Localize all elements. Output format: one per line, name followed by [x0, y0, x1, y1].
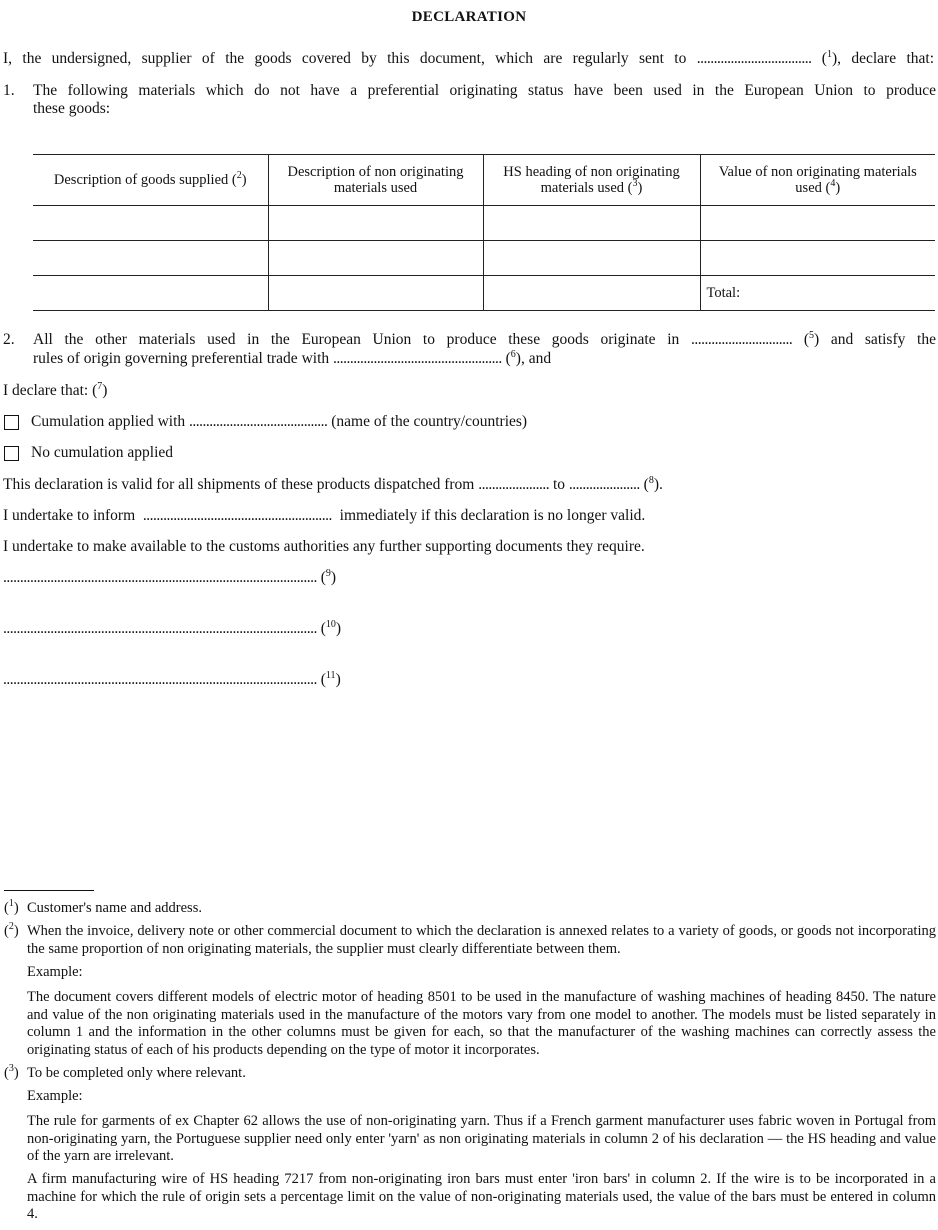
signature-line-place-date: ............................................................................................. ($^9$): [3, 568, 337, 586]
table-cell[interactable]: [33, 276, 268, 311]
footnote-divider: [4, 890, 94, 891]
footnote-ref-1[interactable]: 1: [826, 49, 832, 60]
preferential-trade-field[interactable]: ..................................................: [333, 350, 502, 367]
inform-party-field[interactable]: ........................................................: [142, 507, 332, 524]
no-cumulation-label: No cumulation applied: [31, 444, 174, 461]
signature-line-name-position: ............................................................................................. ($^{10}$): [3, 619, 342, 637]
footnote-ref-5[interactable]: 5: [809, 330, 815, 341]
table-cell[interactable]: [700, 206, 935, 241]
footnote-1-text: Customer's name and address.: [27, 900, 202, 916]
signature-field[interactable]: .............................................................................................: [3, 671, 317, 688]
place-date-field[interactable]: .............................................................................................: [3, 569, 317, 586]
table-row: [33, 241, 935, 276]
column-header-value: Value of non originating materials used ($^4$): [700, 155, 935, 206]
footnote-2-example: The document covers different models of electric motor of heading 8501 to be used in the manufacture of washing machines of heading 8450. The nature and value of the non originating materials used in the manufacture of the motors vary from one model to another. The models must be listed separately in column 1 and the information in the other columns must be given for each, so that the manufacturer of the washing machines can correctly assess the originating status of each of his products depending on the type of motor it incorporates.: [27, 989, 936, 1058]
footnote-ref-10[interactable]: 10: [325, 619, 336, 630]
item-2-line2: rules of origin governing preferential trade with .................................................. ($^6$), and: [33, 349, 552, 367]
table-cell[interactable]: [33, 241, 268, 276]
footnote-ref-9[interactable]: 9: [325, 568, 331, 579]
no-cumulation-checkbox[interactable]: [4, 446, 19, 461]
table-cell[interactable]: [268, 206, 483, 241]
declare-that-label: I declare that: ($^7$): [3, 381, 108, 399]
column-header-goods: Description of goods supplied ($^2$): [33, 155, 268, 206]
footnote-2-example-label: Example:: [27, 964, 83, 980]
table-cell[interactable]: [268, 241, 483, 276]
footnote-3-example-label: Example:: [27, 1088, 83, 1104]
intro-recipient-field[interactable]: ..................................: [696, 50, 812, 67]
signature-line-signature: ............................................................................................. ($^{11}$): [3, 670, 341, 688]
item-2-number: 2.: [3, 331, 15, 348]
footnote-2-text: When the invoice, delivery note or other commercial document to which the declaration is annexed relates to a variety of goods, or goods not incorporating the same proportion of non originating materials, the supplier must clearly differentiate between them.: [27, 923, 936, 957]
footnote-3-example-2: A firm manufacturing wire of HS heading 7217 from non-originating iron bars must enter 'iron bars' in column 2. If the wire is to be incorporated in a machine for which the rule of origin sets a percentage limit on the value of non-originating materials used, the value of the bars must be entered in column 4.: [27, 1171, 936, 1222]
table-cell[interactable]: [700, 241, 935, 276]
undertake-inform-line: I undertake to inform ........................................................ immediately if this declaration is no longer valid.: [3, 507, 646, 524]
page-title: DECLARATION: [411, 9, 527, 25]
table-cell[interactable]: [483, 241, 700, 276]
footnote-3-text: To be completed only where relevant.: [27, 1065, 246, 1081]
intro-line: I, the undersigned, supplier of the goods covered by this document, which are regularly sent to .................................. ($^1$), declare that:: [3, 49, 934, 67]
item-1-text-line1: The following materials which do not have a preferential originating status have been used in the European Union to produce: [33, 82, 936, 99]
undertake-docs-line: I undertake to make available to the customs authorities any further supporting documents they require.: [3, 538, 645, 555]
validity-line: This declaration is valid for all shipments of these products dispatched from ..................... to ..................... ($^8$).: [3, 475, 663, 493]
dispatch-to-field[interactable]: .....................: [568, 476, 640, 493]
table-row: [33, 206, 935, 241]
cumulation-applied-label: Cumulation applied with ......................................... (name of the country/countries): [31, 413, 528, 430]
column-header-hs-heading: HS heading of non originating materials used ($^3$): [483, 155, 700, 206]
intro-text-end: , declare that:: [837, 50, 934, 67]
item-1-text-line2: these goods:: [33, 100, 111, 117]
footnote-ref-11[interactable]: 11: [325, 670, 336, 681]
table-cell[interactable]: [33, 206, 268, 241]
origin-country-field[interactable]: ..............................: [690, 331, 793, 348]
item-2-line1: All the other materials used in the European Union to produce these goods originate in .............................. ($^5$) and satisfy the: [33, 330, 936, 348]
item-1-number: 1.: [3, 82, 15, 99]
table-cell[interactable]: [483, 206, 700, 241]
footnote-ref-8[interactable]: 8: [648, 475, 654, 486]
column-header-materials: Description of non originating materials used: [268, 155, 483, 206]
intro-text: I, the undersigned, supplier of the goods covered by this document, which are regularly sent to: [3, 50, 687, 67]
table-cell[interactable]: [483, 276, 700, 311]
cumulation-applied-checkbox[interactable]: [4, 415, 19, 430]
table-cell[interactable]: [268, 276, 483, 311]
table-header-row: [33, 155, 935, 206]
dispatch-from-field[interactable]: .....................: [478, 476, 550, 493]
footnote-ref-6[interactable]: 6: [510, 349, 516, 360]
table-total-row: [33, 276, 935, 311]
footnote-ref-7[interactable]: 7: [97, 381, 103, 392]
name-position-field[interactable]: .............................................................................................: [3, 620, 317, 637]
materials-table: [33, 154, 935, 311]
total-cell[interactable]: Total:: [700, 276, 935, 311]
footnote-3-example-1: The rule for garments of ex Chapter 62 allows the use of non-originating yarn. Thus if a French garment manufacturer uses fabric woven in Portugal from non-originating yarn, the Portuguese supplier need only enter 'yarn' as non originating materials in column 2 of his declaration — the HS heading and value of the yarn are irrelevant.: [27, 1113, 936, 1164]
cumulation-country-field[interactable]: .........................................: [189, 413, 328, 430]
